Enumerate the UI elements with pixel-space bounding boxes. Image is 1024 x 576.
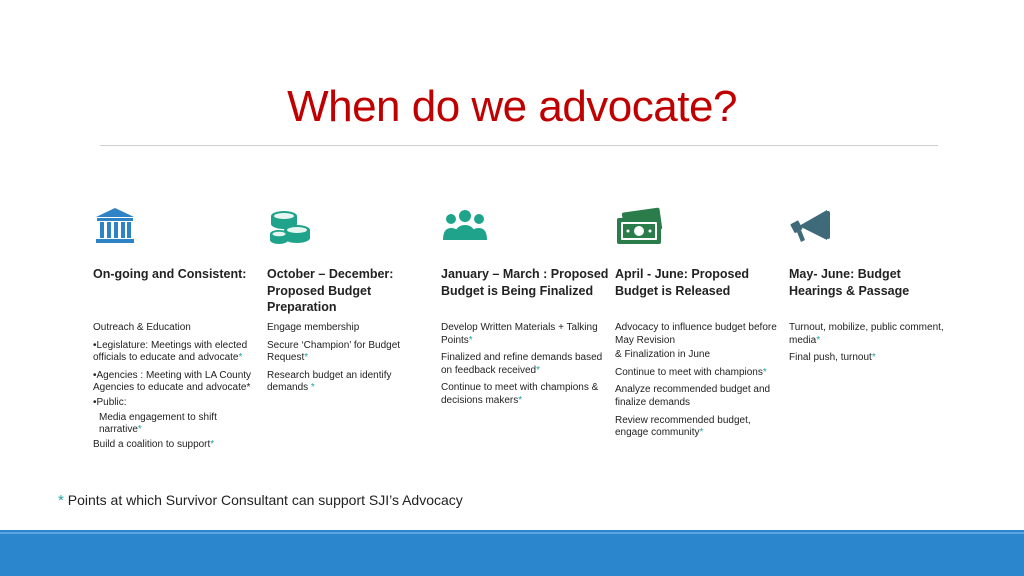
- government-building-icon: [93, 204, 153, 248]
- group-people-icon: [441, 204, 501, 248]
- support-star: *: [137, 424, 142, 436]
- list-item: Advocacy to influence budget before May Revision: [615, 322, 777, 346]
- column-heading: On-going and Consistent:: [93, 267, 247, 281]
- list-item: Review recommended budget, engage community*: [615, 414, 751, 439]
- column-heading: October – December: Proposed Budget Preparation: [267, 267, 394, 314]
- timeline-column-oct-dec: [267, 204, 435, 400]
- list-item: & Finalization in June: [615, 349, 711, 361]
- list-item: Continue to meet with champions*: [615, 366, 767, 378]
- list-item: •Legislature: Meetings with elected officials to educate and advocate*: [93, 339, 248, 364]
- timeline-column-apr-jun: [615, 204, 783, 445]
- list-item: Research budget an identify demands *: [267, 369, 392, 394]
- list-item: Finalized and refine demands based on feedback received*: [441, 352, 603, 376]
- timeline-column-ongoing: [93, 204, 261, 456]
- support-star: *: [536, 364, 540, 376]
- list-item: Engage membership: [267, 322, 360, 333]
- column-heading: April - June: Proposed Budget is Released: [615, 267, 750, 298]
- list-item: Develop Written Materials + Talking Points*: [441, 322, 598, 346]
- timeline-column-jan-mar: [441, 204, 609, 413]
- list-item: Continue to meet with champions & decisions makers*: [441, 382, 599, 406]
- column-heading: January – March : Proposed Budget is Being Finalized: [441, 267, 609, 298]
- list-item: Analyze recommended budget and finalize demands: [615, 384, 771, 408]
- list-item: Final push, turnout*: [789, 352, 876, 364]
- list-item: •Agencies : Meeting with LA County Agencies to educate and advocate*: [93, 369, 252, 394]
- support-star: *: [304, 352, 309, 364]
- support-star: *: [871, 352, 876, 364]
- list-item: Media engagement to shift narrative*: [99, 411, 217, 436]
- support-star: *: [210, 438, 215, 450]
- coins-icon: [267, 204, 327, 248]
- list-item: Turnout, mobilize, public comment, media*: [789, 322, 944, 346]
- money-bill-icon: [615, 204, 675, 248]
- page-title: When do we advocate?: [287, 82, 737, 131]
- support-star: *: [518, 394, 523, 406]
- footer-band: [0, 530, 1024, 576]
- footer-divider: [0, 532, 1024, 534]
- list-item: •Public:: [93, 396, 127, 408]
- title-divider: [100, 145, 938, 146]
- column-item-list: [93, 322, 261, 451]
- footnote: [58, 492, 463, 509]
- list-item: Secure ‘Champion’ for Budget Request*: [267, 339, 401, 364]
- support-star: *: [468, 334, 473, 346]
- support-star: *: [238, 352, 243, 364]
- footnote-text: Points at which Survivor Consultant can support SJI’s Advocacy: [67, 492, 463, 508]
- support-star: *: [58, 492, 64, 509]
- support-star: *: [816, 334, 821, 346]
- support-star: *: [310, 382, 315, 394]
- list-item: Build a coalition to support*: [93, 438, 215, 450]
- list-item: Outreach & Education: [93, 322, 191, 333]
- column-item-list: [441, 322, 609, 408]
- column-item-list: [267, 322, 435, 395]
- support-star: *: [762, 366, 767, 378]
- column-heading: May- June: Budget Hearings & Passage: [789, 267, 910, 298]
- column-item-list: [615, 322, 783, 440]
- timeline-column-may-jun: [789, 204, 957, 370]
- support-star: *: [699, 427, 704, 439]
- megaphone-icon: [789, 204, 849, 248]
- column-item-list: [789, 322, 957, 365]
